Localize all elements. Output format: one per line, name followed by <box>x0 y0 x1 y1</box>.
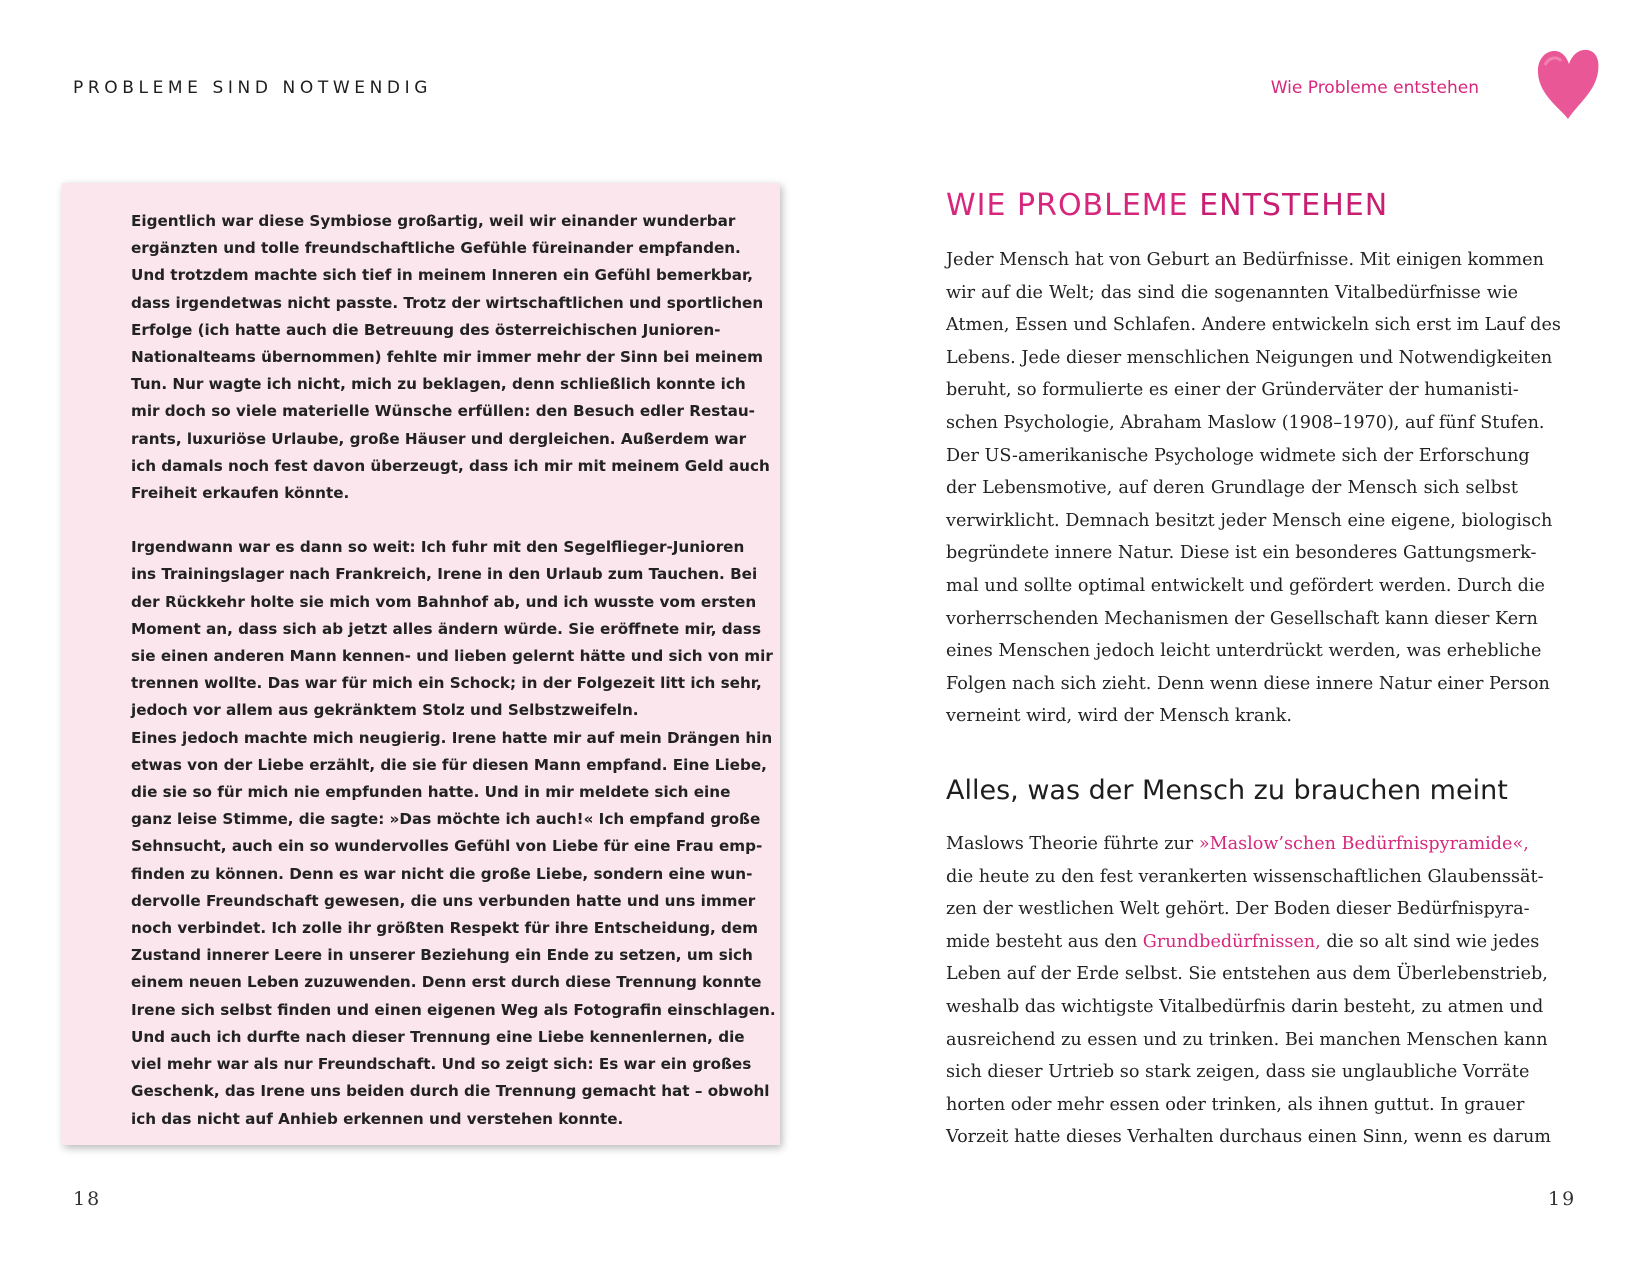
text-line: ins Trainingslager nach Frankreich, Irene in den Urlaub zum Tauchen. Bei <box>131 565 758 584</box>
text-line: Moment an, dass sich ab jetzt alles ändern würde. Sie eröffnete mir, dass <box>131 619 761 638</box>
text-line: mir doch so viele materielle Wünsche erfüllen: den Besuch edler Restau- <box>131 402 755 421</box>
text-line: Und auch ich durfte nach dieser Trennung eine Liebe kennenlernen, die <box>131 1027 745 1046</box>
text-line: Tun. Nur wagte ich nicht, mich zu beklagen, denn schließlich konnte ich <box>131 375 746 394</box>
text-line: horten oder mehr essen oder trinken, als ihnen guttut. In grauer <box>946 1094 1525 1115</box>
running-head-strong: entstehen <box>1393 78 1479 98</box>
text-line: die sie so für mich nie empfunden hatte. Und in mir meldete sich eine <box>131 783 731 802</box>
text-line: Freiheit erkaufen könnte. <box>131 484 350 503</box>
heart-icon <box>1535 47 1601 121</box>
highlight-term: »Maslow’schen Bedürfnispyramide«, <box>1198 834 1529 854</box>
text-line: ich damals noch fest davon überzeugt, dass ich mir mit meinem Geld auch <box>131 456 770 475</box>
text-line: die heute zu den fest verankerten wissenschaftlichen Glaubenssät- <box>946 866 1544 887</box>
text-line: mal und sollte optimal entwickelt und gefördert werden. Durch die <box>946 575 1545 596</box>
text-line: ergänzten und tolle freundschaftliche Gefühle füreinander empfanden. <box>131 239 741 258</box>
text-line: einem neuen Leben zuzuwenden. Denn erst durch diese Trennung konnte <box>131 973 762 992</box>
text-line: viel mehr war als nur Freundschaft. Und so zeigt sich: Es war ein großes <box>131 1055 752 1074</box>
text-line: Irgendwann war es dann so weit: Ich fuhr mit den Segelflieger-Junioren <box>131 538 745 557</box>
text-line: Vorzeit hatte dieses Verhalten durchaus einen Sinn, wenn es darum <box>946 1127 1551 1148</box>
text-line: schen Psychologie, Abraham Maslow (1908–1970), auf fünf Stufen. <box>946 412 1545 433</box>
page-number-right: 19 <box>1548 1188 1577 1210</box>
text-line: weshalb das wichtigste Vitalbedürfnis darin besteht, zu atmen und <box>946 996 1544 1017</box>
text-line: Geschenk, das Irene uns beiden durch die Trennung gemacht hat – obwohl <box>131 1082 770 1101</box>
text-line: zen der westlichen Welt gehört. Der Boden dieser Bedürfnispyra- <box>946 899 1530 920</box>
anecdote-text <box>131 208 776 1133</box>
section-title-normal: WIE PROBLEME <box>946 188 1200 223</box>
highlight-term: Grundbedürfnissen, <box>1142 931 1321 952</box>
text-line: Nationalteams übernommen) fehlte mir immer mehr der Sinn bei meinem <box>131 348 763 367</box>
text-line: verneint wird, wird der Mensch krank. <box>946 706 1293 727</box>
anecdote-paragraph <box>131 534 773 724</box>
body-paragraph-2 <box>946 828 1551 1154</box>
text-line: eines Menschen jedoch leicht unterdrückt werden, was erhebliche <box>946 641 1542 662</box>
section-title <box>946 188 1388 223</box>
text-line: Sehnsucht, auch ein so wundervolles Gefühl von Liebe für eine Frau emp- <box>131 837 763 856</box>
text-line: rants, luxuriöse Urlaube, große Häuser und dergleichen. Außerdem war <box>131 429 747 448</box>
text-line: vorherrschenden Mechanismen der Gesellschaft kann dieser Kern <box>946 608 1538 629</box>
anecdote-paragraph <box>131 725 776 1133</box>
text-line: trennen wollte. Das war für mich ein Schock; in der Folgezeit litt ich sehr, <box>131 674 762 693</box>
text-line: wir auf die Welt; das sind die sogenannten Vitalbedürfnisse wie <box>946 282 1518 303</box>
body-paragraph-1 <box>946 244 1561 733</box>
text-line: Zustand innerer Leere in unserer Beziehung ein Ende zu setzen, um sich <box>131 946 753 965</box>
text-line: Der US-amerikanische Psychologe widmete sich der Erforschung <box>946 445 1530 466</box>
running-head-normal: Wie Probleme <box>1270 78 1394 98</box>
text-line: ich das nicht auf Anhieb erkennen und verstehen konnte. <box>131 1109 624 1128</box>
text-line: Jeder Mensch hat von Geburt an Bedürfnisse. Mit einigen kommen <box>946 250 1544 270</box>
text-line: ausreichend zu essen und zu trinken. Bei manchen Menschen kann <box>946 1029 1548 1050</box>
running-head-right <box>1271 78 1479 98</box>
text-line: Leben auf der Erde selbst. Sie entstehen aus dem Überlebenstrieb, <box>946 964 1548 985</box>
text-line: ganz leise Stimme, die sagte: »Das möchte ich auch!« Ich empfand große <box>131 810 761 829</box>
anecdote-paragraph <box>131 208 770 507</box>
text-line: Eigentlich war diese Symbiose großartig, weil wir einander wunderbar <box>131 212 736 230</box>
text-run: Maslows Theorie führte zur <box>946 834 1199 854</box>
text-line: sie einen anderen Mann kennen- und lieben gelernt hätte und sich von mir <box>131 647 773 666</box>
text-line: noch verbindet. Ich zolle ihr größten Respekt für ihre Entscheidung, dem <box>131 919 758 938</box>
text-line: beruht, so formulierte es einer der Gründerväter der humanisti- <box>946 380 1519 401</box>
text-line: Erfolge (ich hatte auch die Betreuung des österreichischen Junioren- <box>131 320 721 339</box>
text-run: die so alt sind wie jedes <box>1320 931 1540 952</box>
section-title-strong: ENTSTEHEN <box>1199 188 1389 223</box>
text-line: dervolle Freundschaft gewesen, die uns verbunden hatte und uns immer <box>131 891 756 910</box>
text-line: der Rückkehr holte sie mich vom Bahnhof ab, und ich wusste vom ersten <box>131 592 757 611</box>
text-line: verwirklicht. Demnach besitzt jeder Mensch eine eigene, biologisch <box>946 510 1553 531</box>
text-line: Eines jedoch machte mich neugierig. Irene hatte mir auf mein Drängen hin <box>131 728 773 747</box>
page-number-left: 18 <box>73 1188 102 1210</box>
text-line: etwas von der Liebe erzählt, die sie für diesen Mann empfand. Eine Liebe, <box>131 755 767 774</box>
text-line: Und trotzdem machte sich tief in meinem Inneren ein Gefühl bemerkbar, <box>131 266 754 285</box>
text-line: dass irgendetwas nicht passte. Trotz der wirtschaftlichen und sportlichen <box>131 293 764 312</box>
text-line: begründete innere Natur. Diese ist ein besonderes Gattungsmerk- <box>946 543 1537 564</box>
text-line: Lebens. Jede dieser menschlichen Neigungen und Notwendigkeiten <box>946 347 1553 368</box>
subheading: Alles, was der Mensch zu brauchen meint <box>946 775 1508 806</box>
text-line: Atmen, Essen und Schlafen. Andere entwickeln sich erst im Lauf des <box>946 315 1561 336</box>
text-line <box>946 828 1529 861</box>
text-line: sich dieser Urtrieb so stark zeigen, dass sie unglaubliche Vorräte <box>946 1062 1530 1083</box>
text-line: Irene sich selbst finden und einen eigenen Weg als Fotografin einschlagen. <box>131 1000 776 1019</box>
text-run: mide besteht aus den <box>946 931 1143 952</box>
text-line: finden zu können. Denn es war nicht die große Liebe, sondern eine wun- <box>131 864 753 883</box>
text-line: Folgen nach sich zieht. Denn wenn diese innere Natur einer Person <box>946 673 1550 694</box>
running-head-left: PROBLEME SIND NOTWENDIG <box>73 78 432 98</box>
text-line <box>946 926 1540 959</box>
text-line: jedoch vor allem aus gekränktem Stolz und Selbstzweifeln. <box>131 701 639 720</box>
text-line: der Lebensmotive, auf deren Grundlage der Mensch sich selbst <box>946 478 1518 499</box>
